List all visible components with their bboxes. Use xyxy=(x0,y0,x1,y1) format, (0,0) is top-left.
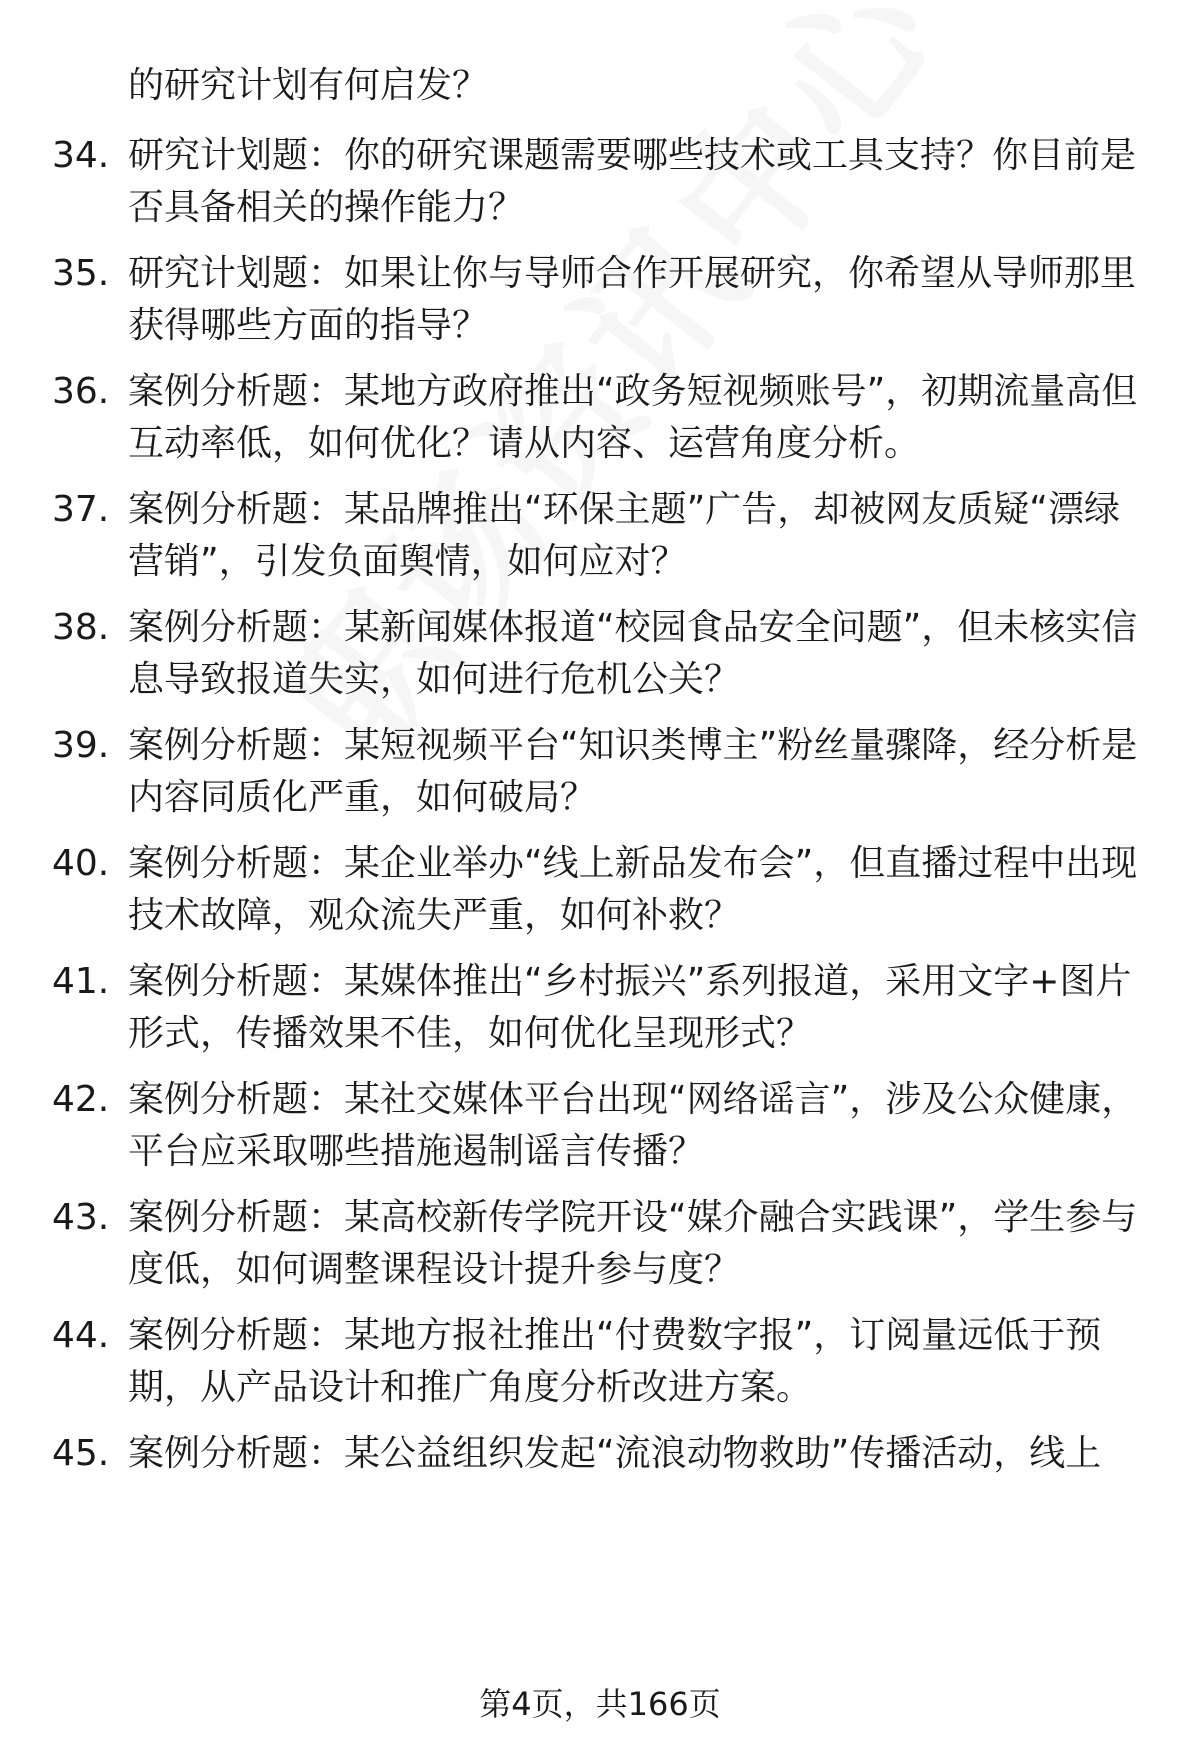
question-number: 43. xyxy=(52,1197,110,1238)
question-text: 研究计划题：你的研究课题需要哪些技术或工具支持？你目前是否具备相关的操作能力？ xyxy=(128,135,1137,228)
question-number: 45. xyxy=(52,1433,110,1474)
question-number: 35. xyxy=(52,253,110,294)
question-text: 案例分析题：某企业举办“线上新品发布会”，但直播过程中出现技术故障，观众流失严重，如何补救？ xyxy=(128,843,1138,936)
question-number: 34. xyxy=(52,135,110,176)
question-text: 研究计划题：如果让你与导师合作开展研究，你希望从导师那里获得哪些方面的指导？ xyxy=(128,253,1137,346)
question-text: 案例分析题：某新闻媒体报道“校园食品安全问题”，但未核实信息导致报道失实，如何进行危机公关？ xyxy=(128,607,1138,700)
page-footer: 第4页，共166页 xyxy=(479,1685,721,1723)
question-number: 42. xyxy=(52,1079,110,1120)
question-continuation: 的研究计划有何启发？ xyxy=(128,65,489,106)
question-text: 案例分析题：某社交媒体平台出现“网络谣言”，涉及公众健康，平台应采取哪些措施遏制谣言传播？ xyxy=(128,1079,1138,1172)
question-text: 案例分析题：某地方报社推出“付费数字报”，订阅量远低于预期，从产品设计和推广角度分析改进方案。 xyxy=(128,1315,1102,1408)
question-number: 41. xyxy=(52,961,110,1002)
question-number: 37. xyxy=(52,489,110,530)
question-text: 案例分析题：某公益组织发起“流浪动物救助”传播活动，线上 xyxy=(128,1433,1102,1474)
question-number: 44. xyxy=(52,1315,110,1356)
question-text: 案例分析题：某短视频平台“知识类博主”粉丝量骤降，经分析是内容同质化严重，如何破局？ xyxy=(128,725,1138,818)
question-number: 39. xyxy=(52,725,110,766)
question-number: 36. xyxy=(52,371,110,412)
question-text: 案例分析题：某品牌推出“环保主题”广告，却被网友质疑“漂绿营销”，引发负面舆情，如何应对？ xyxy=(128,489,1120,582)
question-text: 案例分析题：某高校新传学院开设“媒介融合实践课”，学生参与度低，如何调整课程设计提升参与度？ xyxy=(128,1197,1138,1290)
question-text: 案例分析题：某地方政府推出“政务短视频账号”，初期流量高但互动率低，如何优化？请从内容、运营角度分析。 xyxy=(128,371,1138,464)
question-text: 案例分析题：某媒体推出“乡村振兴”系列报道，采用文字+图片形式，传播效果不佳，如何优化呈现形式？ xyxy=(128,961,1132,1054)
question-number: 40. xyxy=(52,843,110,884)
question-number: 38. xyxy=(52,607,110,648)
